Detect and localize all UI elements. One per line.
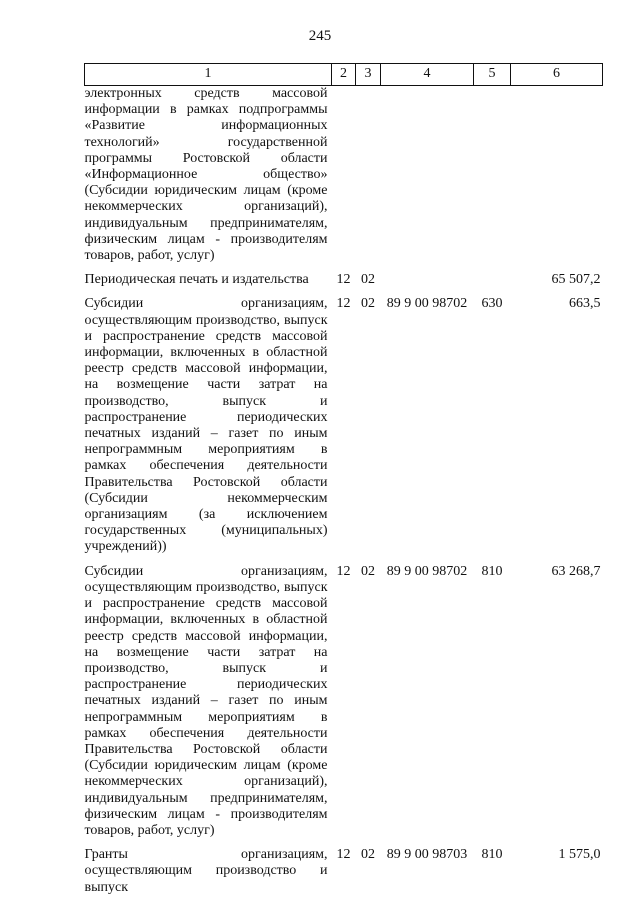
row-subsection <box>356 86 381 273</box>
row-subsection: 02 <box>361 296 375 312</box>
page-number: 245 <box>308 28 332 44</box>
row-section <box>332 86 356 273</box>
row-expense-type: 810 <box>481 847 503 863</box>
row-amount: 63 268,7 <box>551 563 601 579</box>
header-col-4: 4 <box>381 64 474 86</box>
table-row <box>85 847 603 896</box>
table-row <box>85 296 603 563</box>
row-amount: 65 507,2 <box>551 272 601 288</box>
header-col-6: 6 <box>511 64 603 86</box>
row-name: электронных средств массовой информации в рамках подпрограммы «Развитие информационных технологий» государственной программы Ростовской области «Информационное общество» (Субсидии юридическим лицам (кроме некоммерческих организаций), индивидуальным предпринимателям, физическим лицам - производителям товаров, работ, услуг) <box>84 86 328 264</box>
row-expense-type: 630 <box>481 296 503 312</box>
row-expense-type <box>474 86 511 273</box>
row-subsection: 02 <box>361 847 375 863</box>
table-row <box>85 564 603 847</box>
row-name: Субсидии организациям, осуществляющим производство, выпуск и распространение средств массовой информации, включенных в областной реестр средств массовой информации, на возмещение части затрат на производство, выпуск и распространение периодических печатных изданий – газет по иным непрограммным мероприятиям в рамках обеспечения деятельности Правительства Ростовской области (Субсидии некоммерческим организациям (за исключением государственных (муниципальных) учреждений)) <box>84 296 328 555</box>
table-row <box>85 86 603 273</box>
budget-table <box>84 63 603 896</box>
header-col-3: 3 <box>356 64 381 86</box>
row-name: Гранты организациям, осуществляющим производство и выпуск <box>84 847 328 895</box>
row-name: Периодическая печать и издательства <box>84 272 309 288</box>
row-target-article <box>381 272 474 296</box>
row-target-article <box>381 86 474 273</box>
row-subsection: 02 <box>361 563 375 579</box>
row-section: 12 <box>336 272 351 288</box>
header-col-1: 1 <box>85 64 332 86</box>
row-target-article: 89 9 00 98703 <box>386 847 468 863</box>
row-section: 12 <box>336 847 351 863</box>
row-amount: 1 575,0 <box>558 847 601 863</box>
row-name: Субсидии организациям, осуществляющим производство, выпуск и распространение средств массовой информации, включенных в областной реестр средств массовой информации, на возмещение части затрат на производство, выпуск и распространение периодических печатных изданий – газет по иным непрограммным мероприятиям в рамках обеспечения деятельности Правительства Ростовской области (Субсидии юридическим лицам (кроме некоммерческих организаций), индивидуальным предпринимателям, физическим лицам - производителям товаров, работ, услуг) <box>84 563 328 838</box>
row-subsection: 02 <box>361 272 375 288</box>
header-col-5: 5 <box>474 64 511 86</box>
row-expense-type <box>474 272 511 296</box>
row-amount: 663,5 <box>569 296 601 312</box>
row-target-article: 89 9 00 98702 <box>386 563 468 579</box>
header-col-2: 2 <box>332 64 356 86</box>
table-row <box>85 272 603 296</box>
row-section: 12 <box>336 296 351 312</box>
table-header-row <box>85 64 603 86</box>
row-amount <box>511 86 603 273</box>
row-target-article: 89 9 00 98702 <box>386 296 468 312</box>
row-section: 12 <box>336 563 351 579</box>
row-expense-type: 810 <box>481 563 503 579</box>
